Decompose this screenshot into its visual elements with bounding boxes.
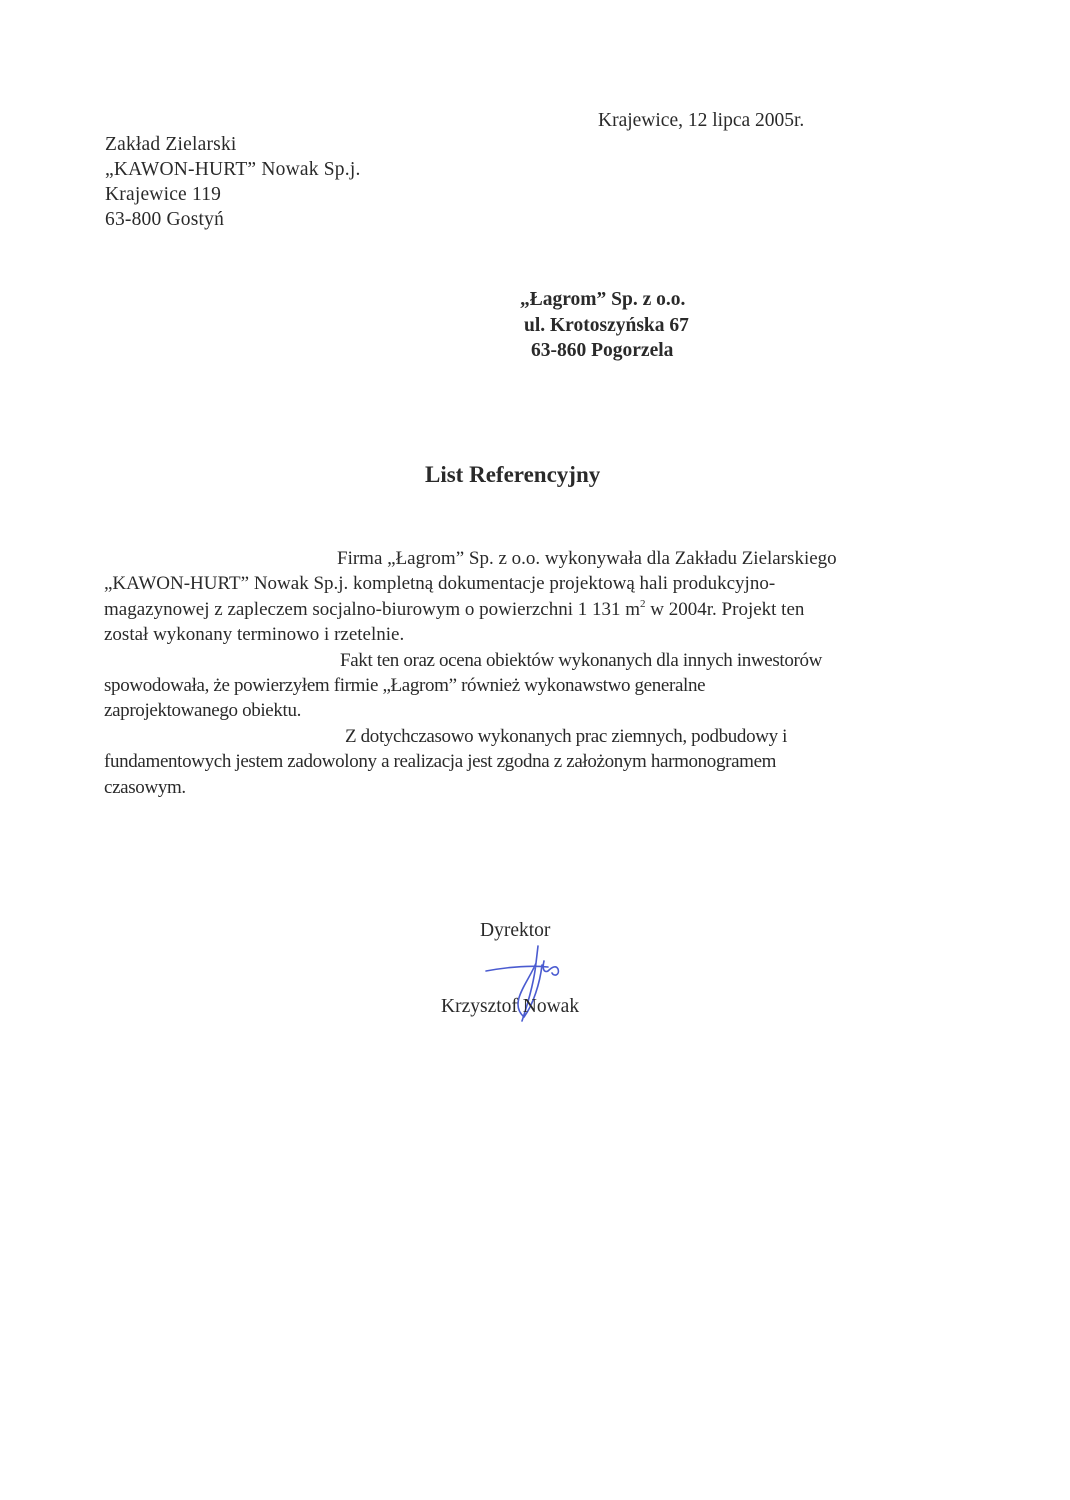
superscript: 2 bbox=[640, 597, 646, 610]
body-line: czasowym. bbox=[104, 776, 186, 798]
body-line: Fakt ten oraz ocena obiektów wykonanych dla innych inwestorów bbox=[340, 649, 823, 671]
signatory-name: Krzysztof Nowak bbox=[441, 996, 580, 1017]
letter-title: List Referencyjny bbox=[425, 462, 601, 487]
paragraph-3 bbox=[104, 724, 924, 800]
sender-street: Krajewice 119 bbox=[105, 184, 222, 205]
body-line: Firma „Łagrom” Sp. z o.o. wykonywała dla Zakładu Zielarskiego bbox=[337, 548, 837, 569]
recipient-company: „Łagrom” Sp. z o.o. bbox=[520, 289, 686, 310]
letter-date: Krajewice, 12 lipca 2005r. bbox=[598, 110, 805, 131]
sender-address bbox=[105, 132, 361, 232]
recipient-street: ul. Krotoszyńska 67 bbox=[524, 314, 689, 336]
signatory-role: Dyrektor bbox=[480, 920, 551, 941]
body-line: „KAWON-HURT” Nowak Sp.j. kompletną dokumentacje projektową hali produkcyjno- bbox=[104, 573, 776, 595]
body-line: fundamentowych jestem zadowolony a realizacja jest zgodna z założonym harmonogramem bbox=[104, 751, 777, 773]
sender-company-name: „KAWON-HURT” Nowak Sp.j. bbox=[105, 159, 361, 180]
sender-city: 63-800 Gostyń bbox=[105, 209, 225, 230]
body-line: spowodowała, że powierzyłem firmie „Łagrom” również wykonawstwo generalne bbox=[104, 675, 706, 697]
recipient-city: 63-860 Pogorzela bbox=[531, 340, 674, 361]
paragraph-1 bbox=[104, 546, 924, 648]
recipient-address bbox=[520, 287, 689, 364]
sender-company: Zakład Zielarski bbox=[105, 134, 237, 155]
body-line bbox=[104, 597, 924, 622]
body-line: zaprojektowanego obiektu. bbox=[104, 700, 302, 722]
paragraph-2 bbox=[104, 648, 924, 724]
body-line: Z dotychczasowo wykonanych prac ziemnych, podbudowy i bbox=[345, 725, 788, 747]
body-text: w 2004r. Projekt ten bbox=[645, 598, 805, 620]
body-text: magazynowej z zapleczem socjalno-biurowym o powierzchni 1 131 m bbox=[104, 598, 641, 620]
letter-body bbox=[104, 546, 924, 800]
body-line: został wykonany terminowo i rzetelnie. bbox=[104, 624, 405, 646]
